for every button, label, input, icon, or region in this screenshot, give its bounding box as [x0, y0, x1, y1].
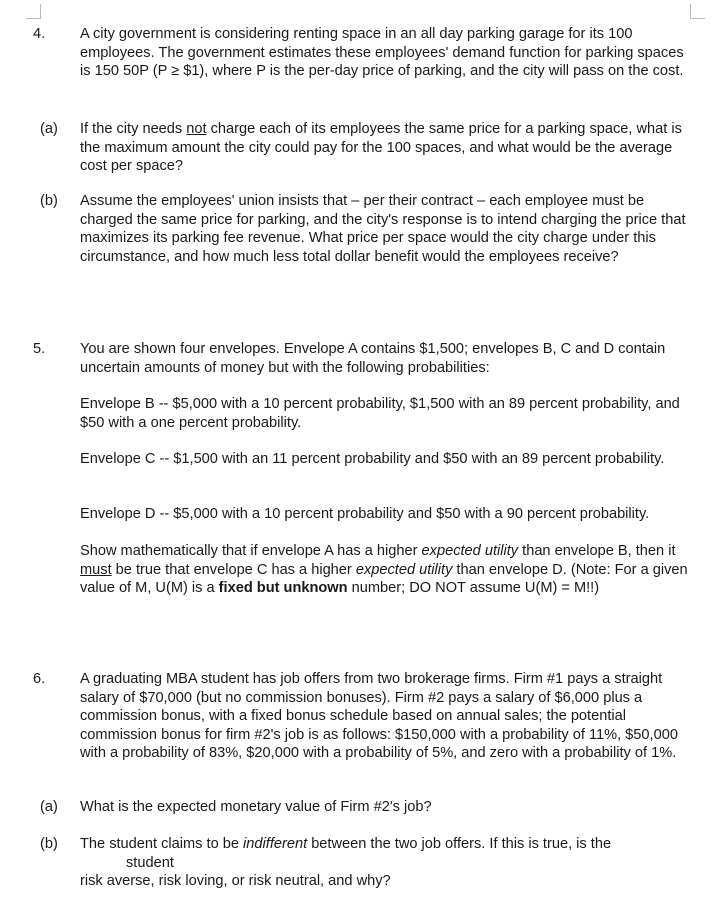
q6-number: 6.: [33, 671, 46, 687]
q5-must-underlined: must: [80, 561, 112, 578]
q5-envelope-b: Envelope B -- $5,000 with a 10 percent probability, $1,500 with an 89 percent probability, and $50 with a one percent probability.: [80, 396, 680, 431]
q4a-text: If the city needs not charge each of its employees the same price for a parking space, what is the maximum amount the city could pay for the 100 spaces, and what would be the average cost per space?: [80, 121, 682, 174]
q6b-label: (b): [40, 836, 58, 852]
q4-stem: A city government is considering renting space in an all day parking garage for its 100 employees. The government estimates these employees' demand function for parking spaces is 150 50P (P ≥ $1), where P is the per-day price of parking, and the city will pass on the cost.: [80, 26, 684, 79]
q6b-text: The student claims to be indifferent between the two job offers. If this is true, is the student risk averse, risk loving, or risk neutral, and why?: [80, 835, 692, 891]
page-corner-top-right: [690, 4, 705, 19]
q4a-label: (a): [40, 121, 58, 137]
q6b-student-line: student: [126, 854, 174, 871]
page-corner-top-left: [26, 4, 41, 19]
q4a-not-underlined: not: [186, 121, 207, 137]
q5-expected-utility-1: expected utility: [421, 543, 519, 559]
q5-stem: You are shown four envelopes. Envelope A contains $1,500; envelopes B, C and D contain uncertain amounts of money but with the following probabilities:: [80, 341, 666, 376]
q6b-indifferent-italic: indifferent: [243, 836, 308, 852]
q6b-last-line: risk averse, risk loving, or risk neutral, and why?: [80, 873, 391, 889]
q5-fixed-unknown-bold: fixed but unknown: [218, 580, 348, 596]
q4-number: 4.: [33, 26, 46, 42]
q5-expected-utility-2: expected utility: [355, 561, 453, 578]
q6a-label: (a): [40, 799, 58, 815]
q5-show-text: Show mathematically that if envelope A has a higher expected utility than envelope B, then it must be true that envelope C has a higher expected utility than envelope D. (Note: For a given value of M, U(M) is a fixed but unknown number; DO NOT assume U(M) = M!!): [80, 543, 688, 596]
q4b-label: (b): [40, 193, 58, 209]
q5-number: 5.: [33, 341, 46, 357]
q5-envelope-c: Envelope C -- $1,500 with an 11 percent probability and $50 with an 89 percent probability.: [80, 451, 665, 467]
q6-stem: A graduating MBA student has job offers from two brokerage firms. Firm #1 pays a straight salary of $70,000 (but no commission bonuses). Firm #2 pays a salary of $6,000 plus a commission bonus, with a fixed bonus schedule based on annual sales; the potential commission bonus for firm #2's job is as follows: $150,000 with a probability of 11%, $50,000 with a probability of 83%, $20,000 with a probability of 5%, and zero with a probability of 1%.: [80, 671, 678, 761]
q6a-text: What is the expected monetary value of Firm #2's job?: [80, 799, 432, 815]
q4b-text: Assume the employees' union insists that – per their contract – each employee must be charged the same price for parking, and the city's response is to intend charging the price that maximizes its parking fee revenue. What price per space would the city charge under this circumstance, and how much less total dollar benefit would the employees receive?: [80, 193, 686, 265]
q5-envelope-d: Envelope D -- $5,000 with a 10 percent probability and $50 with a 90 percent probability.: [80, 506, 650, 522]
